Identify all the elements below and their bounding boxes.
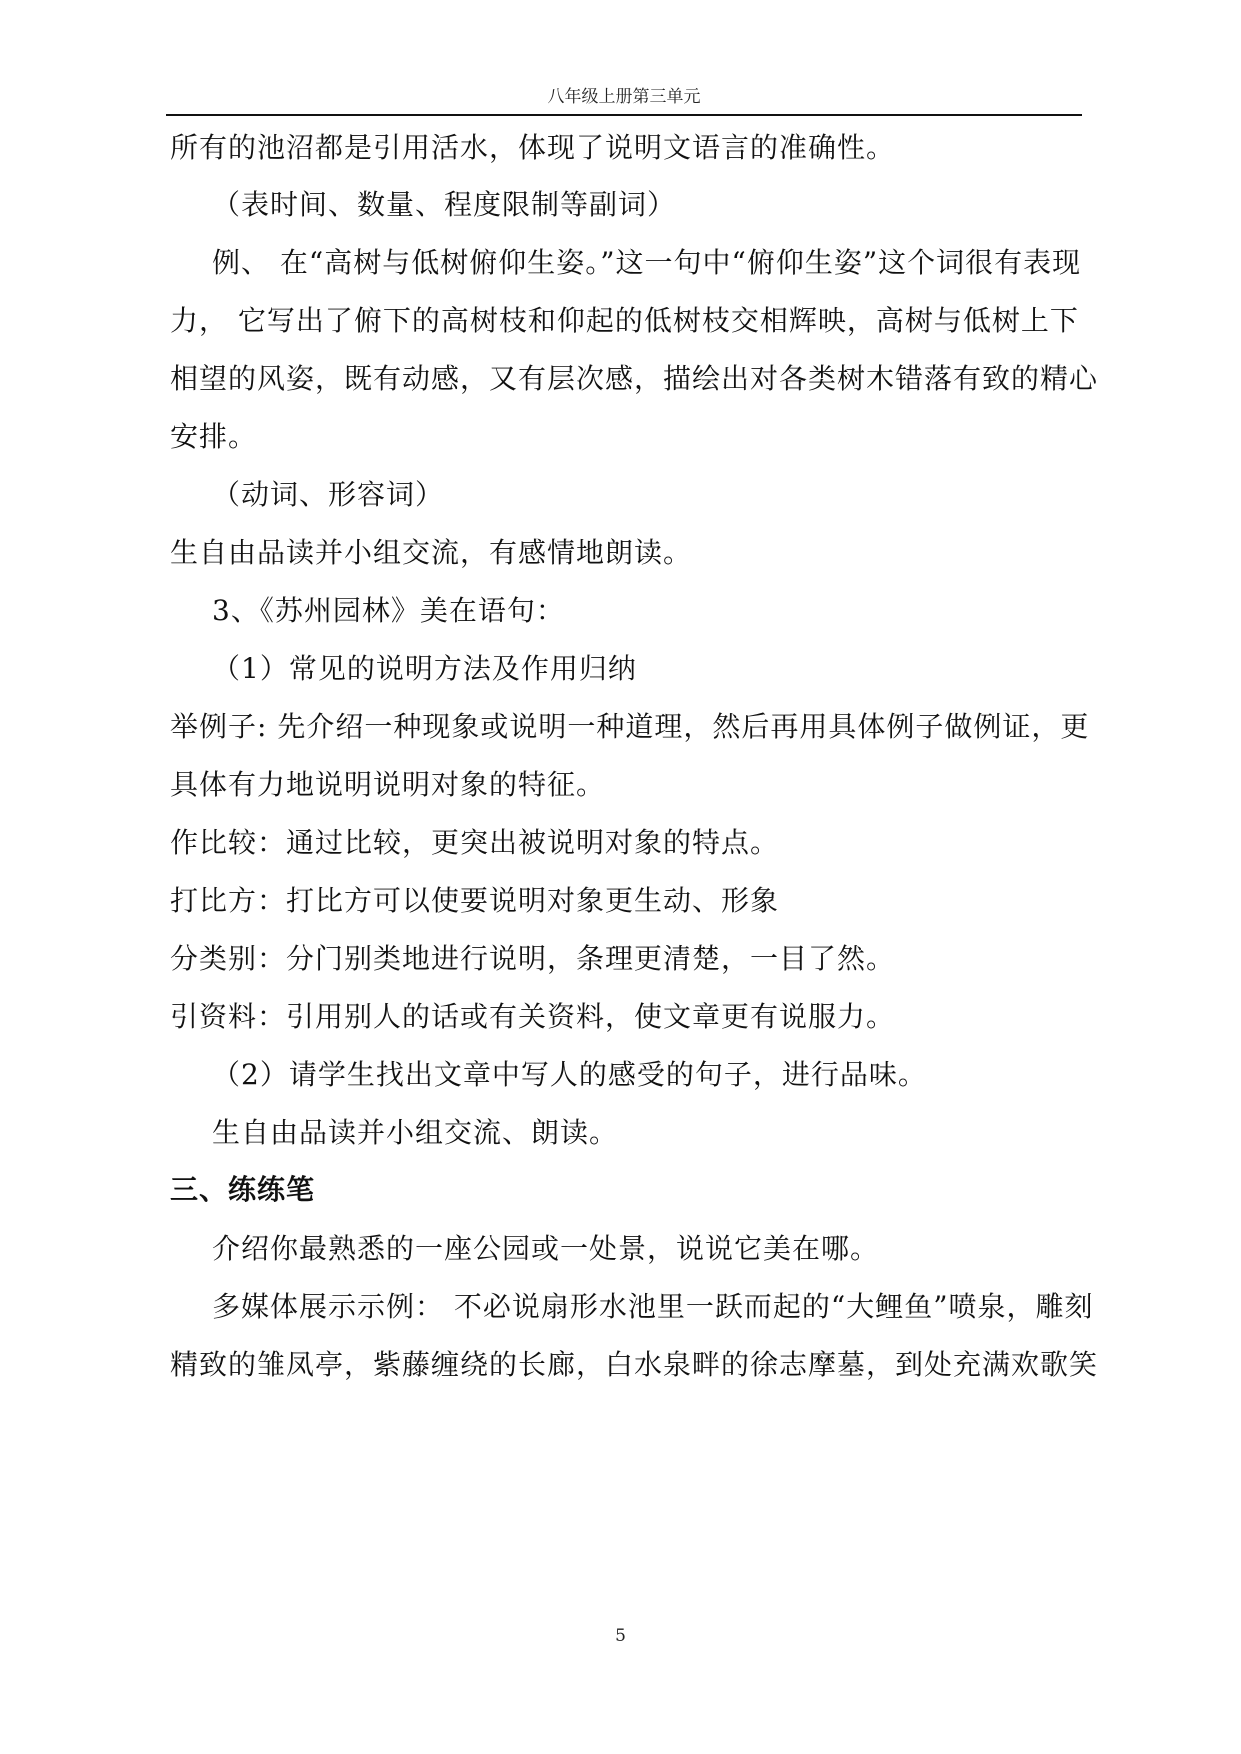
- body-line-4: 力， 它写出了俯下的高树枝和仰起的低树枝交相辉映，高树与低树上下: [170, 304, 1079, 337]
- body-line-21: 多媒体展示示例： 不必说扇形水池里一跃而起的“大鲤鱼”喷泉，雕刻: [212, 1290, 1094, 1323]
- body-line-11: 举例子: 先介绍一种现象或说明一种道理，然后再用具体例子做例证，更: [170, 710, 1090, 743]
- body-line-7: （动词、形容词）: [212, 478, 445, 511]
- body-line-8: 生自由品读并小组交流，有感情地朗读。: [170, 536, 693, 569]
- body-line-14: 打比方：打比方可以使要说明对象更生动、形象: [170, 884, 780, 917]
- body-line-18: 生自由品读并小组交流、朗读。: [212, 1116, 619, 1149]
- body-line-16: 引资料：引用别人的话或有关资料，使文章更有说服力。: [170, 1000, 896, 1033]
- body-line-22: 精致的雏凤亭，紫藤缠绕的长廊，白水泉畔的徐志摩墓，到处充满欢歌笑: [170, 1348, 1099, 1381]
- body-line-17: （2）请学生找出文章中写人的感受的句子，进行品味。: [212, 1058, 927, 1091]
- body-line-5: 相望的风姿，既有动感，又有层次感，描绘出对各类树木错落有致的精心: [170, 362, 1099, 395]
- body-line-15: 分类别：分门别类地进行说明，条理更清楚，一目了然。: [170, 942, 896, 975]
- header-rule: [166, 114, 1082, 116]
- running-header: 八年级上册第三单元: [547, 87, 701, 107]
- body-line-13: 作比较：通过比较，更突出被说明对象的特点。: [170, 826, 780, 859]
- body-line-3: 例、 在“高树与低树俯仰生姿。”这一句中“俯仰生姿”这个词很有表现: [212, 246, 1082, 279]
- body-line-9: 3、《苏州园林》美在语句：: [212, 594, 565, 627]
- body-line-6: 安排。: [170, 420, 258, 453]
- body-line-2: （表时间、数量、程度限制等副词）: [212, 188, 677, 221]
- body-line-12: 具体有力地说明说明对象的特征。: [170, 768, 606, 801]
- page-number: 5: [615, 1626, 626, 1646]
- body-line-20: 介绍你最熟悉的一座公园或一处景，说说它美在哪。: [212, 1232, 880, 1265]
- body-line-10: （1）常见的说明方法及作用归纳: [212, 652, 637, 685]
- body-line-1: 所有的池沼都是引用活水，体现了说明文语言的准确性。: [170, 131, 896, 164]
- section-heading: 三、练练笔: [170, 1173, 316, 1206]
